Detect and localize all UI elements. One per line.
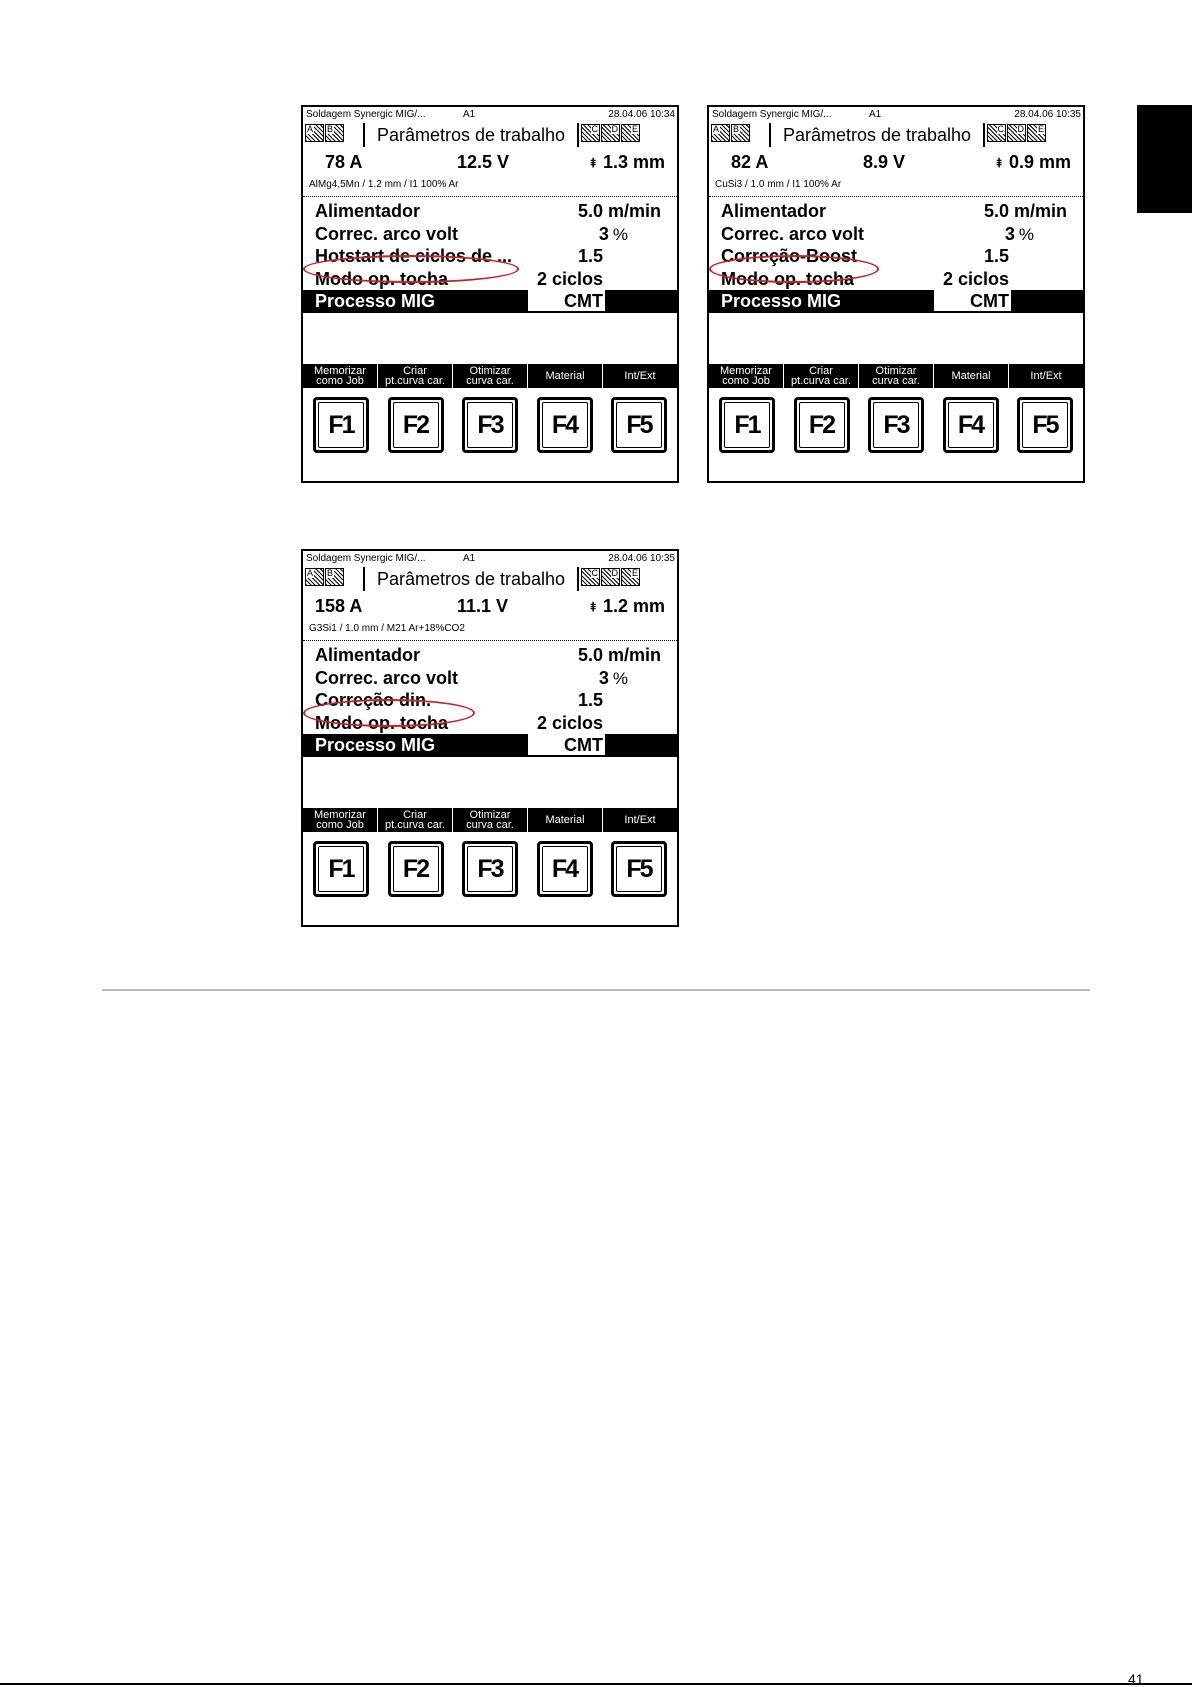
f3-button[interactable]: F3	[462, 841, 518, 897]
function-keys	[313, 841, 667, 897]
mode-label: Soldagem Synergic MIG/...	[306, 109, 426, 120]
param-row[interactable]: Alimentador 5.0 m/min	[721, 201, 1067, 221]
function-keys	[313, 397, 667, 453]
param-row[interactable]: Modo op. tocha 2 ciclos	[721, 268, 1009, 289]
channel-label: A1	[463, 109, 476, 120]
tab-d[interactable]: D	[1007, 124, 1026, 142]
tab-b[interactable]: B	[731, 124, 750, 142]
parameter-list	[303, 641, 677, 757]
material-info: G3Si1 / 1.0 mm / M21 Ar+18%CO2	[303, 620, 677, 641]
channel-label: A1	[869, 109, 882, 120]
param-row[interactable]: Correc. arco volt 3 %	[315, 223, 628, 244]
window-title: Parâmetros de trabalho	[363, 123, 579, 147]
title-row	[709, 123, 1083, 149]
param-row[interactable]: Alimentador 5.0 m/min	[315, 201, 661, 221]
mode-label: Soldagem Synergic MIG/...	[306, 553, 426, 564]
voltage-value: 11.1 V	[457, 596, 509, 616]
datetime-label: 28.04.06 10:35	[1014, 109, 1081, 120]
status-bar	[303, 551, 677, 567]
wire-diameter-icon: ⯒	[590, 155, 596, 170]
wire-diameter-icon: ⯒	[996, 155, 1002, 170]
window-title: Parâmetros de trabalho	[363, 567, 579, 591]
softkey-label-f2: Criar pt.curva car.	[378, 808, 453, 832]
softkey-label-f4: Material	[528, 364, 603, 388]
current-value: 158 A	[315, 596, 363, 616]
f5-button[interactable]: F5	[1017, 397, 1073, 453]
tab-e[interactable]: E	[621, 568, 640, 586]
status-bar	[709, 107, 1083, 123]
param-row-selected[interactable]: Processo MIG CMT	[303, 290, 677, 313]
f1-button[interactable]: F1	[313, 841, 369, 897]
softkey-label-f4: Material	[934, 364, 1009, 388]
page-number: 41	[1128, 1671, 1144, 1687]
current-value: 82 A	[731, 152, 769, 172]
softkey-labels	[709, 364, 1083, 388]
f2-button[interactable]: F2	[388, 841, 444, 897]
datetime-label: 28.04.06 10:34	[608, 109, 675, 120]
status-bar	[303, 107, 677, 123]
tab-c[interactable]: C	[987, 124, 1006, 142]
softkey-label-f5: Int/Ext	[1030, 370, 1062, 382]
softkey-labels	[303, 364, 677, 388]
section-divider	[102, 989, 1090, 991]
param-row[interactable]: Correc. arco volt 3 %	[315, 667, 628, 688]
voltage-value: 8.9 V	[863, 152, 906, 172]
f5-button[interactable]: F5	[611, 841, 667, 897]
function-keys	[719, 397, 1073, 453]
wire-diameter: ⯒ 1.2 mm	[590, 596, 665, 616]
tab-b[interactable]: B	[325, 568, 344, 586]
softkey-labels	[303, 808, 677, 832]
display-screen-2	[707, 105, 1085, 483]
voltage-value: 12.5 V	[457, 152, 510, 172]
wire-diameter-icon: ⯒	[590, 599, 596, 614]
f2-button[interactable]: F2	[388, 397, 444, 453]
f4-button[interactable]: F4	[943, 397, 999, 453]
param-row-selected[interactable]: Processo MIG CMT	[303, 734, 677, 757]
f5-button[interactable]: F5	[611, 397, 667, 453]
tab-d[interactable]: D	[601, 568, 620, 586]
f4-button[interactable]: F4	[537, 397, 593, 453]
title-row	[303, 123, 677, 149]
wire-diameter: ⯒ 1.3 mm	[590, 152, 665, 172]
tab-e[interactable]: E	[1027, 124, 1046, 142]
param-row[interactable]: Modo op. tocha 2 ciclos	[315, 268, 603, 289]
param-row[interactable]: Modo op. tocha 2 ciclos	[315, 712, 603, 733]
softkey-label-f4: Material	[528, 808, 603, 832]
softkey-label-f2: Criar pt.curva car.	[378, 364, 453, 388]
param-row[interactable]: Hotstart de ciclos de ... 1.5	[315, 246, 603, 266]
display-screen-1	[301, 105, 679, 483]
tab-c[interactable]: C	[581, 124, 600, 142]
param-row[interactable]: Correção din. 1.5	[315, 690, 603, 710]
softkey-label-f3: Otimizar curva car.	[453, 808, 528, 832]
material-info: AlMg4,5Mn / 1.2 mm / I1 100% Ar	[303, 176, 677, 197]
wire-diameter: ⯒ 0.9 mm	[996, 152, 1071, 172]
f3-button[interactable]: F3	[868, 397, 924, 453]
param-row[interactable]: Correção-Boost 1.5	[721, 246, 1009, 266]
mode-label: Soldagem Synergic MIG/...	[712, 109, 832, 120]
main-values	[709, 149, 1083, 176]
channel-label: A1	[463, 553, 476, 564]
param-row[interactable]: Alimentador 5.0 m/min	[315, 645, 661, 665]
f1-button[interactable]: F1	[719, 397, 775, 453]
window-title: Parâmetros de trabalho	[769, 123, 985, 147]
language-tab	[1137, 105, 1192, 213]
softkey-label-f5: Int/Ext	[624, 370, 656, 382]
softkey-label-f1: Memorizar como Job	[303, 808, 378, 832]
tab-c[interactable]: C	[581, 568, 600, 586]
softkey-label-f1: Memorizar como Job	[709, 364, 784, 388]
softkey-label-f2: Criar pt.curva car.	[784, 364, 859, 388]
current-value: 78 A	[325, 152, 363, 172]
f4-button[interactable]: F4	[537, 841, 593, 897]
softkey-label-f5: Int/Ext	[624, 814, 656, 826]
main-values	[303, 593, 677, 620]
tab-b[interactable]: B	[325, 124, 344, 142]
f1-button[interactable]: F1	[313, 397, 369, 453]
param-row[interactable]: Correc. arco volt 3 %	[721, 223, 1034, 244]
display-screen-3	[301, 549, 679, 927]
softkey-label-f3: Otimizar curva car.	[859, 364, 934, 388]
f3-button[interactable]: F3	[462, 397, 518, 453]
softkey-label-f3: Otimizar curva car.	[453, 364, 528, 388]
parameter-list	[303, 197, 677, 313]
tab-a[interactable]: A	[711, 124, 730, 142]
material-info: CuSi3 / 1.0 mm / I1 100% Ar	[709, 176, 1083, 197]
tab-d[interactable]: D	[601, 124, 620, 142]
tab-a[interactable]: A	[305, 568, 324, 586]
main-values	[303, 149, 677, 176]
tab-e[interactable]: E	[621, 124, 640, 142]
f2-button[interactable]: F2	[794, 397, 850, 453]
parameter-list	[709, 197, 1083, 313]
datetime-label: 28.04.06 10:35	[608, 553, 675, 564]
title-row	[303, 567, 677, 593]
tab-a[interactable]: A	[305, 124, 324, 142]
param-row-selected[interactable]: Processo MIG CMT	[709, 290, 1083, 313]
softkey-label-f1: Memorizar como Job	[303, 364, 378, 388]
